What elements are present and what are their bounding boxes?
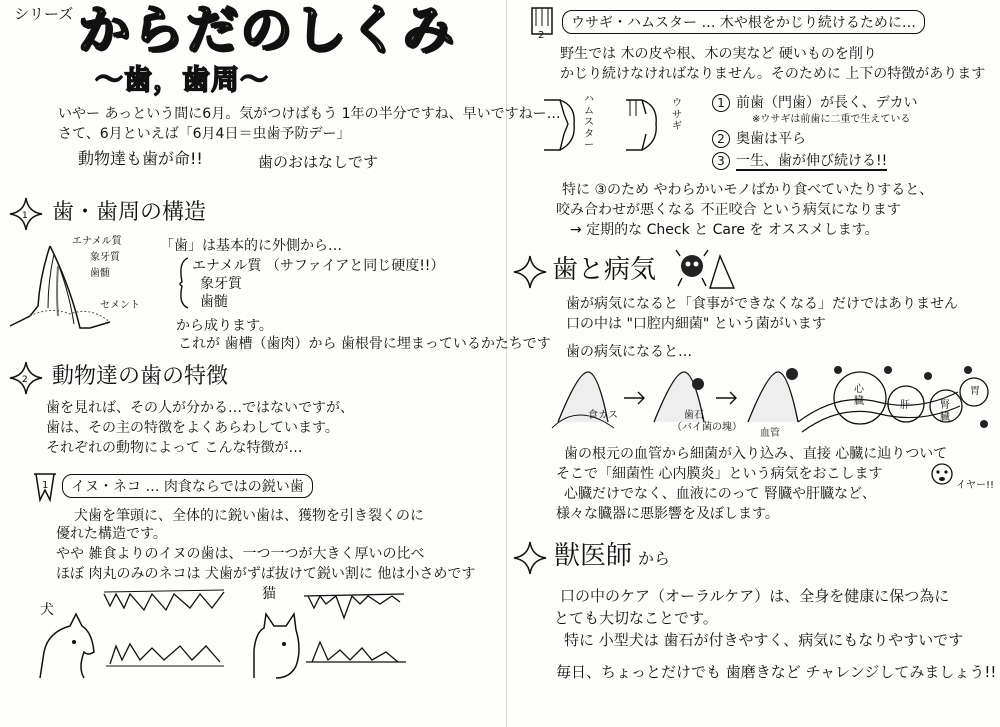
section4-line-1: 歯が病気になると「食事ができなくなる」だけではありません xyxy=(566,296,958,312)
layer-brace xyxy=(176,256,190,310)
section5-heading-suffix: から xyxy=(638,549,671,568)
label-dentin: 象牙質 xyxy=(90,252,120,263)
section5-line-4: 毎日、ちょっとだけでも 歯磨きなど チャレンジしてみましょう!! xyxy=(556,663,997,681)
label-pulp: 歯髄 xyxy=(90,268,110,279)
sub1-text-2: 優れた構造です。 xyxy=(56,526,167,542)
section4-text-4: 様々な臓器に悪影響を及ぼします。 xyxy=(556,506,779,522)
svg-text:1: 1 xyxy=(22,211,28,221)
layer-dentin: 象牙質 xyxy=(200,276,242,292)
germ-character-icon xyxy=(676,248,736,292)
section5-line-2: とても大切なことです。 xyxy=(554,609,718,627)
point-1-text: 前歯（門歯）が長く、デカい xyxy=(736,95,918,111)
label-cementum: セメント xyxy=(100,300,140,311)
cat-silhouette xyxy=(246,610,306,680)
rabbit-label: ウサギ xyxy=(672,98,682,132)
section5-line-1: 口の中のケア（オーラルケア）は、全身を健康に保つ為に xyxy=(560,587,950,605)
series-label: シリーズ xyxy=(14,5,74,23)
intro-line-2: さて、6月といえば「6月4日＝虫歯予防デー」 xyxy=(58,126,351,142)
section2-line-1: 歯を見れば、その人が分かる…ではないですが、 xyxy=(46,400,354,416)
dog-silhouette xyxy=(30,612,100,682)
tooth-structure-diagram xyxy=(10,236,160,336)
label-tartar: 歯石 xyxy=(684,410,704,421)
point-1 xyxy=(712,94,917,112)
point-3-text: 一生、歯が伸び続ける!! xyxy=(736,153,888,169)
rabbit-note: ※ウサギは前歯に二重で生えている xyxy=(752,114,911,125)
label-enamel: エナメル質 xyxy=(72,236,122,247)
sub1-label: イヌ・ネコ … 肉食ならではの鋭い歯 xyxy=(62,474,313,498)
layer-enamel: エナメル質 （サファイアと同じ硬度!!） xyxy=(192,258,445,274)
label-heart: 心臓 xyxy=(854,384,864,407)
sub2-label: ウサギ・ハムスター … 木や根をかじり続けるために… xyxy=(562,10,925,34)
label-liver: 肝 xyxy=(900,400,910,411)
section4-heading: 歯と病気 xyxy=(552,255,657,285)
sparkle-2-icon xyxy=(8,360,44,396)
section4-text-3: 心臓だけでなく、血液にのって 腎臓や肝臓など、 xyxy=(564,486,877,502)
page-subtitle: 〜歯，歯周〜 xyxy=(95,63,270,96)
section4-text-1: 歯の根元の血管から細菌が入り込み、直接 心臓に辿りついて xyxy=(564,446,948,462)
section5-heading-main: 獣医師 xyxy=(554,541,633,571)
section4-text-2: そこで「細菌性 心内膜炎」という病気をおこします xyxy=(556,466,883,482)
section1-line-1: 「歯」は基本的に外側から… xyxy=(160,238,342,254)
section1-line-3: これが 歯槽（歯肉）から 歯根骨に埋まっているかたちです xyxy=(178,336,551,352)
section5-heading xyxy=(554,542,670,572)
point-2 xyxy=(712,130,806,148)
section3-line-2: かじり続けなければなりません。そのために 上下の特徴があります xyxy=(560,66,986,82)
page-title: からだのしくみ xyxy=(78,1,457,61)
sparkle-4-icon xyxy=(512,540,548,576)
dog-label: 犬 xyxy=(40,602,54,618)
section1-heading: 歯・歯周の構造 xyxy=(52,200,207,225)
section3-text-2: 咬み合わせが悪くなる 不正咬合 という病気になります xyxy=(556,202,901,218)
label-germ-mass: （バイ菌の塊） xyxy=(672,422,742,433)
cat-label: 猫 xyxy=(262,586,276,602)
label-stomach: 胃 xyxy=(970,386,980,397)
label-food-residue: 食カス xyxy=(588,410,618,421)
section3-line-1: 野生では 木の皮や根、木の実など 硬いものを削り xyxy=(560,46,877,62)
layer-pulp: 歯髄 xyxy=(200,294,228,310)
svg-text:2: 2 xyxy=(22,375,28,385)
intro-line-4: 歯のおはなしです xyxy=(258,153,379,171)
point-2-number: 2 xyxy=(712,130,730,148)
section2-line-3: それぞれの動物によって こんな特徴が… xyxy=(46,440,303,456)
speech-scream: イヤー!! xyxy=(956,480,995,491)
hamster-teeth-drawing xyxy=(540,94,590,154)
dog-teeth-drawing xyxy=(100,586,230,676)
rabbit-teeth-drawing xyxy=(622,94,672,154)
section2-line-2: 歯は、その主の特徴をよくあらわしています。 xyxy=(46,420,339,436)
sub1-text-3: やや 雑食よりのイヌの歯は、一つ一つが大きく厚いの比べ xyxy=(56,546,425,562)
label-kidney: 腎臓 xyxy=(940,400,950,423)
point-3-number: 3 xyxy=(712,152,730,170)
point-1-number: 1 xyxy=(712,94,730,112)
section2-heading: 動物達の歯の特徴 xyxy=(52,364,229,389)
sub1-text-1: 犬歯を筆頭に、全体的に鋭い歯は、獲物を引き裂くのに xyxy=(74,508,424,524)
section1-line-2: から成ります。 xyxy=(176,318,273,334)
sub2-number: 2 xyxy=(538,30,545,41)
section5-line-3: 特に 小型犬は 歯石が付きやすく、病気にもなりやすいです xyxy=(564,631,964,649)
section4-line-2: 口の中は "口腔内細菌" という菌がいます xyxy=(566,316,826,332)
intro-line-1: いやー あっという間に6月。気がつけばもう 1年の半分ですね、早いですねー… xyxy=(58,106,561,122)
section3-text-3: → 定期的な Check と Care を オススメします。 xyxy=(570,222,879,238)
sub1-text-4: ほぼ 肉丸のみのネコは 犬歯がずば抜けて鋭い割に 他は小さめです xyxy=(56,566,476,582)
section3-text-1: 特に ③のため やわらかいモノばかり食べていたりすると、 xyxy=(562,182,934,198)
point-3 xyxy=(712,152,887,170)
label-blood-vessel: 血管 xyxy=(760,428,780,439)
point-2-text: 奥歯は平ら xyxy=(736,131,806,147)
sub1-number: 1 xyxy=(42,480,49,491)
sparkle-1-icon xyxy=(8,196,44,232)
section4-line-3: 歯の病気になると… xyxy=(566,344,692,360)
intro-line-3: 動物達も歯が命!! xyxy=(78,149,203,168)
sparkle-3-icon xyxy=(512,254,548,290)
hamster-label: ハムスター xyxy=(584,94,594,151)
cat-teeth-drawing xyxy=(300,590,410,670)
